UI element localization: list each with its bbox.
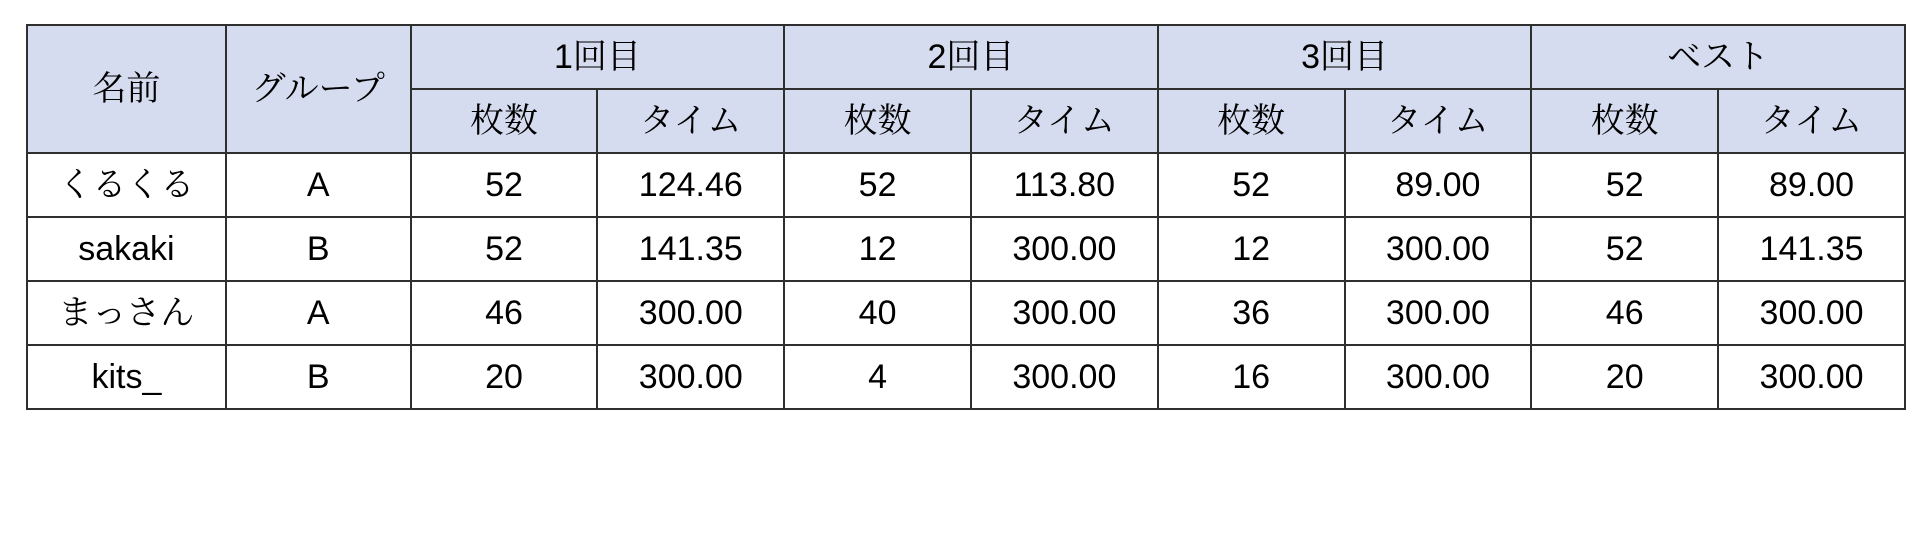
column-header-round-1: 1回目 <box>411 25 785 89</box>
cell-best-count: 52 <box>1531 153 1718 217</box>
cell-round-1-time: 300.00 <box>597 281 784 345</box>
cell-name: くるくる <box>27 153 226 217</box>
cell-round-2-count: 40 <box>784 281 971 345</box>
cell-best-time: 89.00 <box>1718 153 1905 217</box>
column-header-round-3: 3回目 <box>1158 25 1532 89</box>
subheader-round-3-time: タイム <box>1345 89 1532 153</box>
cell-round-3-count: 16 <box>1158 345 1345 409</box>
cell-round-2-count: 12 <box>784 217 971 281</box>
subheader-round-1-count: 枚数 <box>411 89 598 153</box>
column-header-name: 名前 <box>27 25 226 153</box>
cell-round-1-time: 141.35 <box>597 217 784 281</box>
cell-group: B <box>226 345 411 409</box>
subheader-round-2-time: タイム <box>971 89 1158 153</box>
subheader-round-3-count: 枚数 <box>1158 89 1345 153</box>
cell-round-2-time: 300.00 <box>971 281 1158 345</box>
cell-best-time: 300.00 <box>1718 281 1905 345</box>
results-table <box>26 24 1906 410</box>
cell-group: B <box>226 217 411 281</box>
cell-round-3-count: 12 <box>1158 217 1345 281</box>
cell-round-3-count: 36 <box>1158 281 1345 345</box>
column-header-group: グループ <box>226 25 411 153</box>
cell-round-1-count: 46 <box>411 281 598 345</box>
cell-round-3-time: 300.00 <box>1345 345 1532 409</box>
cell-round-2-count: 52 <box>784 153 971 217</box>
cell-round-3-count: 52 <box>1158 153 1345 217</box>
cell-round-1-count: 20 <box>411 345 598 409</box>
cell-name: kits_ <box>27 345 226 409</box>
subheader-round-1-time: タイム <box>597 89 784 153</box>
results-sheet <box>26 24 1906 410</box>
cell-round-1-time: 300.00 <box>597 345 784 409</box>
table-row <box>27 345 1905 409</box>
table-header <box>27 25 1905 153</box>
cell-best-count: 52 <box>1531 217 1718 281</box>
table-row <box>27 153 1905 217</box>
cell-name: まっさん <box>27 281 226 345</box>
cell-best-time: 300.00 <box>1718 345 1905 409</box>
column-header-best: ベスト <box>1531 25 1905 89</box>
cell-round-2-time: 300.00 <box>971 217 1158 281</box>
column-header-round-2: 2回目 <box>784 25 1158 89</box>
table-row <box>27 217 1905 281</box>
cell-round-1-count: 52 <box>411 217 598 281</box>
cell-best-time: 141.35 <box>1718 217 1905 281</box>
subheader-round-2-count: 枚数 <box>784 89 971 153</box>
cell-round-3-time: 300.00 <box>1345 217 1532 281</box>
subheader-best-count: 枚数 <box>1531 89 1718 153</box>
cell-round-2-count: 4 <box>784 345 971 409</box>
cell-round-2-time: 300.00 <box>971 345 1158 409</box>
cell-best-count: 46 <box>1531 281 1718 345</box>
table-body <box>27 153 1905 409</box>
cell-best-count: 20 <box>1531 345 1718 409</box>
cell-round-1-count: 52 <box>411 153 598 217</box>
cell-round-3-time: 300.00 <box>1345 281 1532 345</box>
cell-group: A <box>226 281 411 345</box>
header-row-primary <box>27 25 1905 89</box>
subheader-best-time: タイム <box>1718 89 1905 153</box>
cell-round-1-time: 124.46 <box>597 153 784 217</box>
cell-group: A <box>226 153 411 217</box>
cell-name: sakaki <box>27 217 226 281</box>
table-row <box>27 281 1905 345</box>
cell-round-2-time: 113.80 <box>971 153 1158 217</box>
cell-round-3-time: 89.00 <box>1345 153 1532 217</box>
